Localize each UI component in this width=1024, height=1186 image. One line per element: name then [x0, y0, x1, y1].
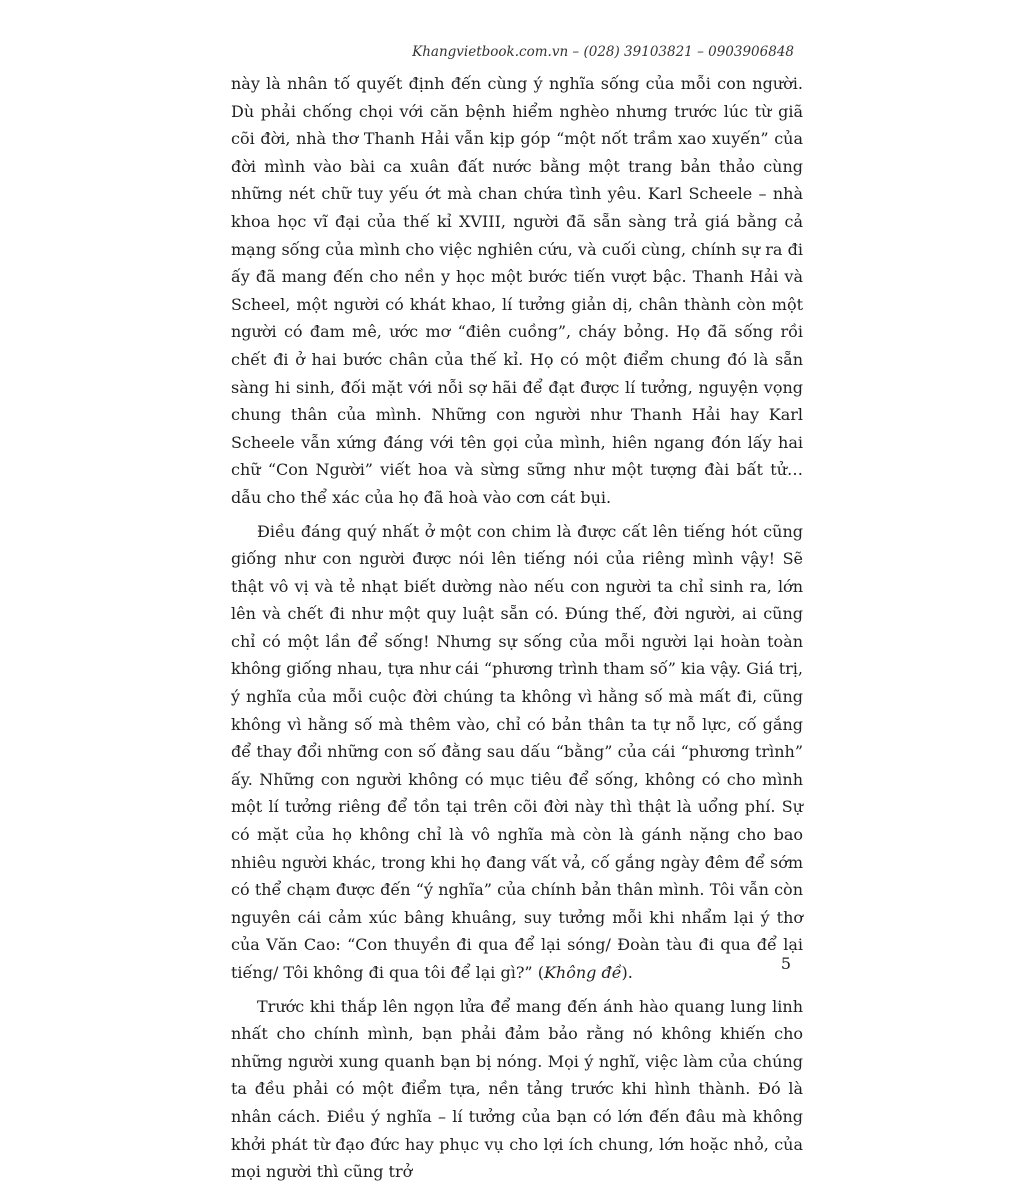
paragraph-2 — [231, 518, 803, 987]
paragraph-2-text: Điều đáng quý nhất ở một con chim là được cất lên tiếng hót cũng giống như con người được nói lên tiếng nói của riêng mình vậy! Sẽ thật vô vị và tẻ nhạt biết dường nào nếu con người ta chỉ sinh ra, lớn lên và chết đi như một quy luật sẵn có. Đúng thế, đời người, ai cũng chỉ có một lần để sống! Nhưng sự sống của mỗi người lại hoàn toàn không giống nhau, tựa như cái “phương trình tham số” kia vậy. Giá trị, ý nghĩa của mỗi cuộc đời chúng ta không vì hằng số mà mất đi, cũng không vì hằng số mà thêm vào, chỉ có bản thân ta tự nỗ lực, cố gắng để thay đổi những con số đằng sau dấu “bằng” của cái “phương trình” ấy. Những con người không có mục tiêu để sống, không có cho mình một lí tưởng riêng để tồn tại trên cõi đời này thì thật là uổng phí. Sự có mặt của họ không chỉ là vô nghĩa mà còn là gánh nặng cho bao nhiêu người khác, trong khi họ đang vất vả, cố gắng ngày đêm để sớm có thể chạm được đến “ý nghĩa” của chính bản thân mình. Tôi vẫn còn nguyên cái cảm xúc bâng khuâng, suy tưởng mỗi khi nhẩm lại ý thơ của Văn Cao: “Con thuyền đi qua để lại sóng/ Đoàn tàu đi qua để lại tiếng/ Tôi không đi qua tôi để lại gì?” ( — [231, 521, 803, 982]
paragraph-2-italic-title: Không đề — [543, 963, 622, 982]
page-number: 5 — [780, 954, 791, 973]
paragraph-1-text: này là nhân tố quyết định đến cùng ý nghĩa sống của mỗi con người. Dù phải chống chọi với căn bệnh hiểm nghèo nhưng trước lúc từ giã cõi đời, nhà thơ Thanh Hải vẫn kịp góp “một nốt trầm xao xuyến” của đời mình vào bài ca xuân đất nước bằng một trang bản thảo cùng những nét chữ tuy yếu ớt mà chan chứa tình yêu. Karl Scheele – nhà khoa học vĩ đại của thế kỉ XVIII, người đã sẵn sàng trả giá bằng cả mạng sống của mình cho việc nghiên cứu, và cuối cùng, chính sự ra đi ấy đã mang đến cho nền y học một bước tiến vượt bậc. Thanh Hải và Scheel, một người có khát khao, lí tưởng giản dị, chân thành còn một người có đam mê, ước mơ “điên cuồng”, cháy bỏng. Họ đã sống rồi chết đi ở hai bước chân của thế kỉ. Họ có một điểm chung đó là sẵn sàng hi sinh, đối mặt với nỗi sợ hãi để đạt được lí tưởng, nguyện vọng chung thân của mình. Những con người như Thanh Hải hay Karl Scheele vẫn xứng đáng với tên gọi của mình, hiên ngang đón lấy hai chữ “Con Người” viết hoa và sừng sững như một tượng đài bất tử… dẫu cho thể xác của họ đã hoà vào cơn cát bụi. — [231, 74, 803, 507]
body-text — [231, 70, 803, 1186]
page-header: Khangvietbook.com.vn – (028) 39103821 – 0903906848 — [412, 44, 794, 60]
paragraph-3 — [231, 993, 803, 1186]
paragraph-1 — [231, 70, 803, 512]
paragraph-3-text: Trước khi thắp lên ngọn lửa để mang đến ánh hào quang lung linh nhất cho chính mình, bạn phải đảm bảo rằng nó không khiến cho những người xung quanh bạn bị nóng. Mọi ý nghĩ, việc làm của chúng ta đều phải có một điểm tựa, nền tảng trước khi hình thành. Đó là nhân cách. Điều ý nghĩa – lí tưởng của bạn có lớn đến đâu mà không khởi phát từ đạo đức hay phục vụ cho lợi ích chung, lớn hoặc nhỏ, của mọi người thì cũng trở — [231, 996, 803, 1182]
paragraph-2-tail: ). — [621, 963, 633, 982]
